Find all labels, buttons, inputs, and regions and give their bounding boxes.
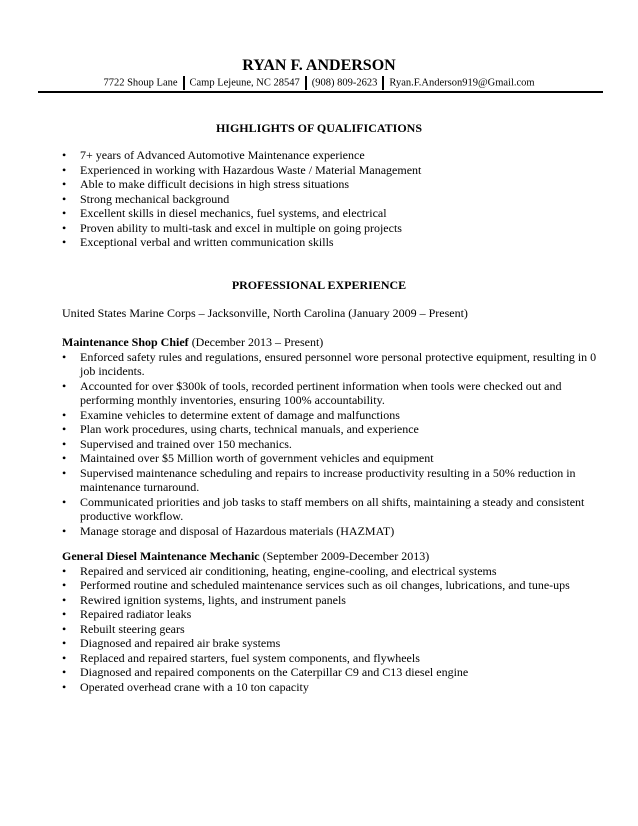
list-item: • Plan work procedures, using charts, technical manuals, and experience bbox=[62, 422, 602, 437]
list-item: • Rebuilt steering gears bbox=[62, 622, 602, 637]
list-item: • Rewired ignition systems, lights, and instrument panels bbox=[62, 593, 602, 608]
list-item: • Proven ability to multi-task and excel in multiple on going projects bbox=[62, 221, 602, 236]
job-dates: (December 2013 – Present) bbox=[188, 335, 324, 349]
list-item: • Examine vehicles to determine extent of damage and malfunctions bbox=[62, 408, 602, 423]
list-item: • Maintained over $5 Million worth of government vehicles and equipment bbox=[62, 451, 602, 466]
list-item: • Performed routine and scheduled maintenance services such as oil changes, lubrications, and tune-ups bbox=[62, 578, 602, 593]
job-heading bbox=[62, 335, 602, 350]
contact-city: Camp Lejeune, NC 28547 bbox=[189, 77, 300, 89]
list-item: • Exceptional verbal and written communication skills bbox=[62, 235, 602, 250]
list-item: • Supervised maintenance scheduling and repairs to increase productivity resulting in a 50% reduction in maintenance turnaround. bbox=[62, 466, 602, 495]
list-item: • 7+ years of Advanced Automotive Maintenance experience bbox=[62, 148, 602, 163]
contact-address: 7722 Shoup Lane bbox=[103, 77, 178, 89]
list-item: • Operated overhead crane with a 10 ton capacity bbox=[62, 680, 602, 695]
job-title: General Diesel Maintenance Mechanic bbox=[62, 549, 260, 563]
list-item: • Excellent skills in diesel mechanics, fuel systems, and electrical bbox=[62, 206, 602, 221]
job-title: Maintenance Shop Chief bbox=[62, 335, 189, 349]
header-divider bbox=[38, 91, 603, 93]
contact-separator bbox=[382, 76, 384, 90]
highlights-section bbox=[62, 148, 602, 250]
list-item: • Able to make difficult decisions in high stress situations bbox=[62, 177, 602, 192]
employer-line: United States Marine Corps – Jacksonville, North Carolina (January 2009 – Present) bbox=[62, 306, 468, 320]
list-item: • Replaced and repaired starters, fuel system components, and flywheels bbox=[62, 651, 602, 666]
list-item: • Diagnosed and repaired air brake systems bbox=[62, 636, 602, 651]
list-item: • Experienced in working with Hazardous Waste / Material Management bbox=[62, 163, 602, 178]
list-item: • Repaired and serviced air conditioning, heating, engine-cooling, and electrical systems bbox=[62, 564, 602, 579]
list-item: • Repaired radiator leaks bbox=[62, 607, 602, 622]
job-duties-list bbox=[62, 564, 602, 695]
contact-separator bbox=[183, 76, 185, 90]
contact-phone: (908) 809-2623 bbox=[311, 77, 378, 89]
list-item: • Enforced safety rules and regulations, ensured personnel wore personal protective equipment, resulting in 0 job incidents. bbox=[62, 350, 602, 379]
list-item: • Manage storage and disposal of Hazardous materials (HAZMAT) bbox=[62, 524, 602, 539]
job-dates: (September 2009-December 2013) bbox=[259, 549, 430, 563]
experience-heading: PROFESSIONAL EXPERIENCE bbox=[231, 278, 407, 292]
highlights-list bbox=[62, 148, 602, 250]
job-duties-list bbox=[62, 350, 602, 539]
highlights-heading: HIGHLIGHTS OF QUALIFICATIONS bbox=[215, 121, 423, 135]
job-diesel-mechanic bbox=[62, 549, 602, 694]
candidate-name: RYAN F. ANDERSON bbox=[242, 57, 396, 74]
list-item: • Communicated priorities and job tasks to staff members on all shifts, maintaining a steady and consistent productive workflow. bbox=[62, 495, 602, 524]
contact-line bbox=[0, 76, 638, 90]
list-item: • Strong mechanical background bbox=[62, 192, 602, 207]
job-heading bbox=[62, 549, 602, 564]
job-shop-chief bbox=[62, 335, 602, 538]
list-item: • Diagnosed and repaired components on the Caterpillar C9 and C13 diesel engine bbox=[62, 665, 602, 680]
contact-email: Ryan.F.Anderson919@Gmail.com bbox=[389, 77, 535, 89]
list-item: • Supervised and trained over 150 mechanics. bbox=[62, 437, 602, 452]
list-item: • Accounted for over $300k of tools, recorded pertinent information when tools were checked out and performing monthly inventories, ensuring 100% accountability. bbox=[62, 379, 602, 408]
contact-separator bbox=[305, 76, 307, 90]
